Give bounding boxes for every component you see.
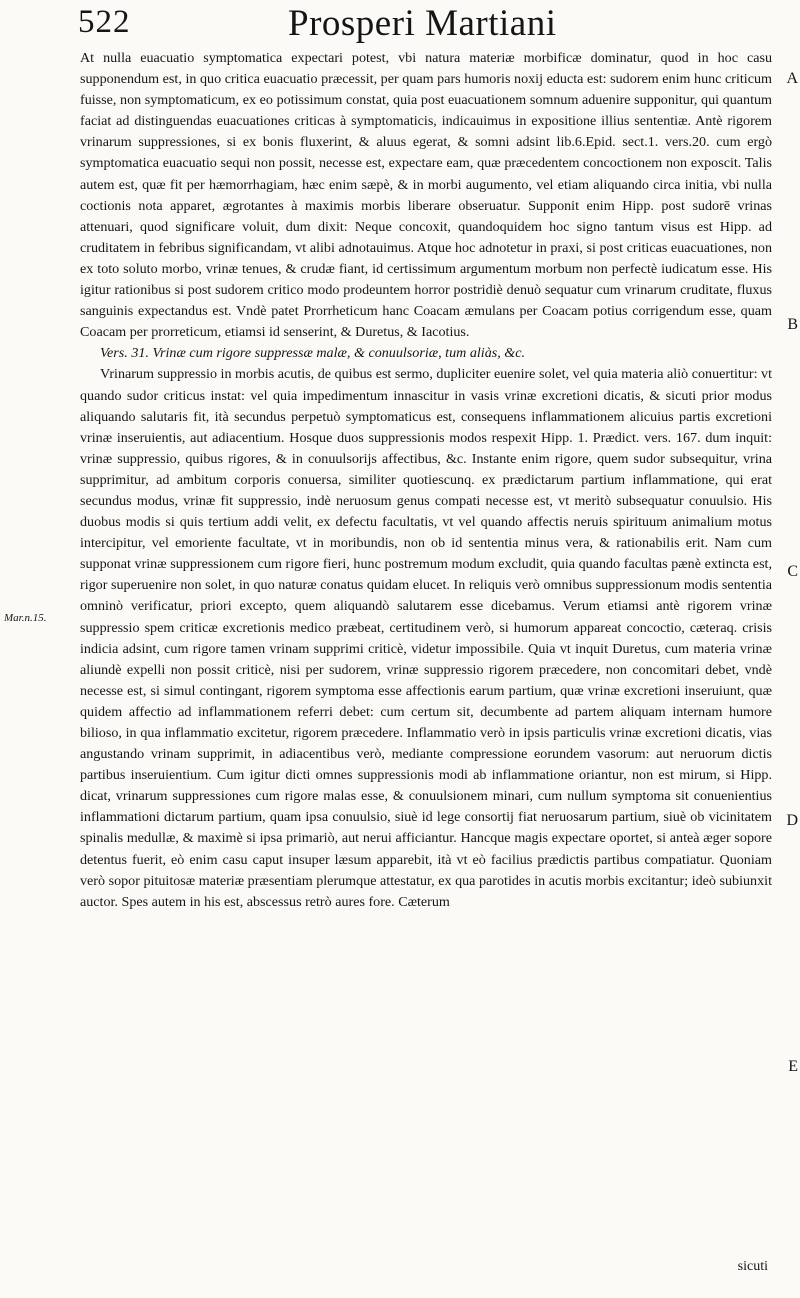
running-head: [78, 2, 760, 50]
main-text: [80, 48, 772, 913]
running-title: Prosperi Martiani: [288, 3, 557, 44]
page-number: 522: [78, 4, 131, 40]
margin-letter-c: C: [787, 563, 798, 580]
paragraph-commentary-1: At nulla euacuatio symptomatica expectari potest, vbi natura materiæ morbificæ dominatur, quod in hoc casu supponendum est, in quo critica euacuatio præcessit, per quam pars humoris noxij educta est: sudorem enim hunc criticum fuisse, non symptomaticum, ex eo potissimum constat, quia post euacuationem somnum aduenire supponitur, qui quantum faciat ad distinguendas euacuationes criticas à symptomaticis, indicauimus in expositione illius sententiæ. Antè rigorem vrinarum suppressiones, si ex bonis fluxerint, & aluus egerat, & somni adsint lib.6.Epid. sect.1. vers.20. cum ergò symptomatica euacuatio sequi non possit, necesse est, expectare eam, quæ præcedentem concoctionem non exposcit. Talis autem est, quæ fit per hæmorrhagiam, hæc enim sæpè, & in morbi augumento, vel etiam aliquando circa initia, vbi nulla coctionis nota apparet, ægrotantes à maximis morbis liberare obseruatur. Supponit enim Hipp. post sudorē vrinas attenuari, quod significare voluit, dum dixit: Neque concoxit, quandoquidem hoc signo tantum visus est Hipp. ad cruditatem in febribus significandam, vt alibi adnotauimus. Atque hoc adnotetur in praxi, si post criticas euacuationes, non ex toto soluto morbo, vrinæ tenues, & crudæ fiant, id certissimum argumentum morbum non perfectè iudicatum esse. His igitur rationibus si post sudorem critico modo prodeuntem horror postridiè denuò sequatur cum vrinarum cruditate, fluxus sanguinis expectandus est. Vndè patet Prorrheticum hanc Coacam æmulans per Coacam potius corrigendum esse, quam Coacam per prorreticum, etiamsi id senserint, & Duretus, & Iacotius.: [80, 50, 772, 341]
margin-letter-e: E: [788, 1058, 798, 1075]
paragraph-commentary-2: Vrinarum suppressio in morbis acutis, de quibus est sermo, dupliciter euenire solet, vel quia materia aliò conuertitur: vt quando sudor criticus instat: vel quia impedimentum innascitur in vasis vrinæ excretioni dicatis, & sicuti prior modus aliquando salutaris fit, ità secundus perpetuò symptomaticus est, consequens inflammationem alicuius partis excretioni vrinæ inseruientis, aut adiacentium. Hosque duos suppressionis modos respexit Hipp. 1. Prædict. vers. 167. dum inquit: vrinæ suppressio, quibus rigores, & in conuulsorijs affectibus, &c. Instante enim rigore, quem sudor subsequitur, vrina supprimitur, ad ambitum corporis conuersa, similiter quotiescunq. ex prædictarum partium inflammatione, qui erat secundus modus, vrinæ fit suppressio, indè neruosum genus compati necesse est, vt meritò subsequatur conuulsio. His duobus modis si quis tertium addi velit, ex defectu facultatis, vt vel quando affectis neruis spirituum animalium motus intercipitur, vel emoriente facultate, vt in moribundis, non ob id sententia minus vera, & rationabilis erit. Nam cum supponat vrinæ suppressionem cum rigore fieri, hunc postremum modum excludit, quia quando facultas pænè extincta est, rigor superuenire non solet, in quo naturæ conatus quidam elucet. In reliquis verò omnibus suppressionum modis sententia omninò verificatur, priori excepto, quem aliquandò salutarem esse dicebamus. Verum etiamsi antè rigorem vrinæ suppressio spem criticæ excretionis medico præbeat, certitudinem verò, si humorum appareat concoctio, cæteraq. crisis indicia adsint, cum rigore tamen vrinam supprimi criticè, videtur impossibile. Quia vt inquit Duretus, cum materia vrinæ aliundè expelli non possit criticè, nisi per sudorem, vrinæ suppressio rigorem præcedere, non concomitari debet, vndè necesse est, si simul contingant, rigorem symptoma esse affectionis earum partium, quæ vrinæ excretioni inseruiunt, quæ quidem affectio ad inflammationem referri debet: cum certum sit, decumbente ad partem aliquam internam humore bilioso, in qua inflammatio excitetur, rigorem præcedere. Inflammatio verò in ipsis particulis vrinæ excretioni dicatis, vias angustando vrinam supprimit, in adiacentibus verò, mediante compressione eorundem vasorum: aut neruorum dictis partibus inseruientium. Cum igitur dicti omnes suppressionis modi ab inflammatione oriantur, non est mirum, si Hipp. dicat, vrinarum suppressiones cum rigore malas esse, & conuulsionem minari, cum nullum symptoma sit conuenientius inflammationi dictarum partium, quam ipsa conuulsio, siuè id lege consortij fiat neruosarum partium, siuè ob vicinitatem spinalis medullæ, & maximè si ipsa primariò, aut nerui afficiantur. Hancque magis expectare oportet, si anteà æger sopore detentus fuerit, eò enim casu caput insuper læsum apparebit, ità vt eò facilius prædictis partibus compatiatur. Quoniam verò sopor pituitosæ materiæ præsentiam plerumque attestatur, ex qua parotides in acutis morbis excitantur; ideò subiunxit auctor. Spes autem in his est, abscessus retrò aures fore. Cæterum: [80, 366, 772, 910]
margin-letter-d: D: [786, 812, 798, 829]
margin-letter-a: A: [786, 70, 798, 87]
catchword: sicuti: [737, 1259, 768, 1274]
verse-heading: Vers. 31. Vrinæ cum rigore suppressæ malæ, & conuulsoriæ, tum aliàs, &c.: [100, 345, 526, 362]
marginal-reference-note: Mar.n.15.: [4, 612, 47, 624]
margin-letter-b: B: [787, 316, 798, 333]
